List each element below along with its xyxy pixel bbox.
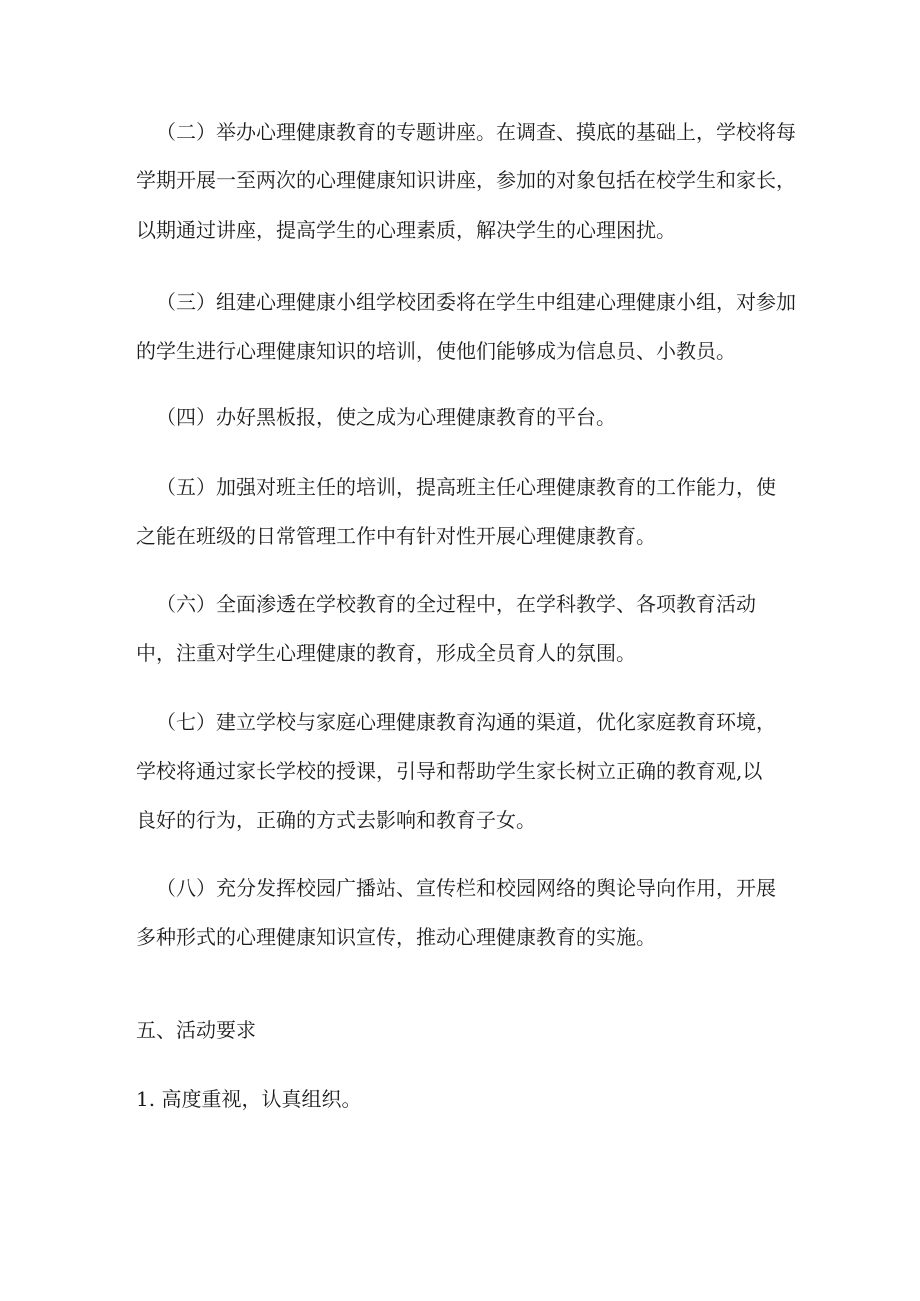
section-heading: 五、活动要求 (136, 1018, 256, 1042)
paragraph-2-line-2: 学期开展一至两次的心理健康知识讲座，参加的对象包括在校学生和家长， (136, 168, 796, 192)
paragraph-5-line-2: 之能在班级的日常管理工作中有针对性开展心理健康教育。 (136, 524, 656, 548)
paragraph-5-line-1: （五）加强对班主任的培训，提高班主任心理健康教育的工作能力，使 (156, 475, 776, 499)
paragraph-2-line-1: （二）举办心理健康教育的专题讲座。在调查、摸底的基础上，学校将每 (156, 120, 796, 144)
paragraph-8-line-1: （八）充分发挥校园广播站、宣传栏和校园网络的舆论导向作用，开展 (156, 876, 776, 900)
paragraph-2-line-3: 以期通过讲座，提高学生的心理素质，解决学生的心理困扰。 (136, 218, 676, 242)
paragraph-7-line-2: 学校将通过家长学校的授课，引导和帮助学生家长树立正确的教育观,以 (136, 759, 763, 783)
paragraph-4-line-1: （四）办好黑板报，使之成为心理健康教育的平台。 (156, 405, 616, 429)
paragraph-7-line-1: （七）建立学校与家庭心理健康教育沟通的渠道，优化家庭教育环境， (156, 710, 776, 734)
paragraph-6-line-2: 中，注重对学生心理健康的教育，形成全员育人的氛围。 (136, 641, 636, 665)
paragraph-3-line-2: 的学生进行心理健康知识的培训，使他们能够成为信息员、小教员。 (136, 339, 736, 363)
paragraph-8-line-2: 多种形式的心理健康知识宣传，推动心理健康教育的实施。 (136, 925, 656, 949)
paragraph-3-line-1: （三）组建心理健康小组学校团委将在学生中组建心理健康小组，对参加 (156, 290, 796, 314)
list-item-1: 1. 高度重视，认真组织。 (136, 1087, 362, 1111)
paragraph-7-line-3: 良好的行为，正确的方式去影响和教育子女。 (136, 808, 536, 832)
paragraph-6-line-1: （六）全面渗透在学校教育的全过程中，在学科教学、各项教育活动 (156, 592, 756, 616)
